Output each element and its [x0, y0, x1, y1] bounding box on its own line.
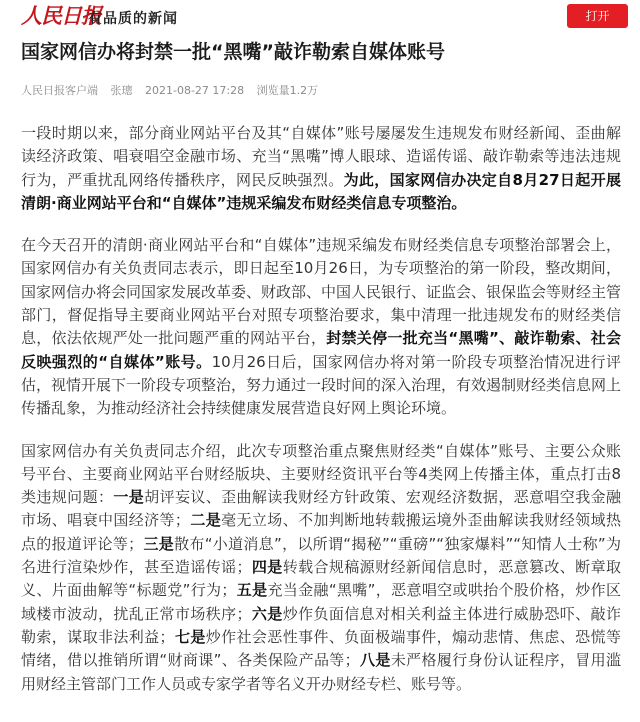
item-5-key: 五是 [236, 581, 268, 600]
item-7-key: 七是 [174, 627, 206, 646]
top-bar [0, 0, 640, 33]
item-6-key: 六是 [251, 604, 283, 623]
item-5-text: 充当金融“黑嘴”，恶意唱空或哄抬个股价格，炒作区域楼市波动，扰乱正常市场秩序； [21, 581, 621, 623]
people-daily-logo[interactable]: 人民日报 [21, 3, 101, 28]
article-source[interactable]: 人民日报客户端 [21, 84, 98, 97]
paragraph-3 [21, 440, 621, 696]
item-3-text: 散布“小道消息”，以所谓“揭秘”“重磅”“独家爆料”“知情人士称”为名进行渲染炒作，甚至造谣传谣； [21, 534, 621, 577]
paragraph-1 [21, 122, 621, 215]
item-2-text: 毫无立场、不加判断地转载搬运境外歪曲解读我财经领域热点的报道评论等； [21, 511, 621, 553]
open-app-button[interactable]: 打开 [567, 4, 628, 28]
article-meta [21, 82, 327, 98]
p1-bold-text: 为此，国家网信办决定自8月27日起开展清朗·商业网站平台和“自媒体”违规采编发布财经类信息专项整治。 [21, 170, 621, 212]
paragraph-2 [21, 234, 621, 420]
item-1-text: 胡评妄议、歪曲解读我财经方针政策、宏观经济数据，恶意唱空我金融市场、唱衰中国经济等； [21, 488, 621, 530]
article-body [21, 122, 621, 715]
item-4-text: 转载合规稿源财经新闻信息时，恶意篡改、断章取义、片面曲解等“标题党”行为； [21, 558, 621, 600]
article-title: 国家网信办将封禁一批“黑嘴”敲诈勒索自媒体账号 [21, 41, 445, 63]
p3-intro: 国家网信办有关负责同志介绍，此次专项整治重点聚焦财经类“自媒体”账号、主要公众账号平台、主要商业网站平台财经版块、主要财经资讯平台等4类网上传播主体，重点打击8类违规问题： [21, 441, 621, 507]
p2-text-2: 10月26日后，国家网信办将对第一阶段专项整治情况进行评估，视情开展下一阶段专项整治，努力通过一段时间的深入治理，有效遏制财经类信息网上传播乱象，为推动经济社会持续健康发展营造良好网上舆论环境。 [21, 352, 622, 418]
article-author: 张璁 [110, 84, 133, 97]
p2-bold-text: 封禁关停一批充当“黑嘴”、敲诈勒索、社会反映强烈的“自媒体”账号。 [21, 329, 622, 371]
item-8-key: 八是 [359, 651, 391, 670]
article-views: 浏览量1.2万 [256, 84, 319, 97]
item-6-text: 炒作负面信息对相关利益主体进行威胁恐吓、敲诈勒索，谋取非法利益； [21, 604, 621, 646]
item-7-text: 炒作社会恶性事件、负面极端事件，煽动悲情、焦虑、恐慌等情绪，借以推销所谓“财商课”、各类保险产品等； [21, 627, 621, 670]
item-2-key: 二是 [189, 511, 222, 530]
item-4-key: 四是 [251, 558, 283, 577]
item-8-text: 未严格履行身份认证程序，冒用滥用财经主管部门工作人员或专家学者等名义开办财经专栏、账号等。 [21, 651, 621, 693]
slogan: 有品质的新闻 [88, 11, 178, 27]
item-1-key: 一是 [113, 488, 145, 507]
article-time: 2021-08-27 17:28 [145, 84, 245, 97]
p2-text-1: 在今天召开的清朗·商业网站平台和“自媒体”违规采编发布财经类信息专项整治部署会上，国家网信办有关负责同志表示，即日起至10月26日，为专项整治的第一阶段，整改期间，国家网信办将会同国家发展改革委、财政部、中国人民银行、证监会、银保监会等财经主管部门，督促指导主要商业网站平台对照专项整治要求，集中清理一批违规发布的财经类信息，依法依规严处一批问题严重的网站平台， [21, 236, 622, 348]
p1-text: 一段时期以来，部分商业网站平台及其“自媒体”账号屡屡发生违规发布财经新闻、歪曲解读经济政策、唱衰唱空金融市场、充当“黑嘴”博人眼球、造谣传谣、敲诈勒索等违法违规行为，严重扰乱网络传播秩序，网民反映强烈。 [21, 124, 621, 189]
item-3-key: 三是 [143, 534, 175, 553]
